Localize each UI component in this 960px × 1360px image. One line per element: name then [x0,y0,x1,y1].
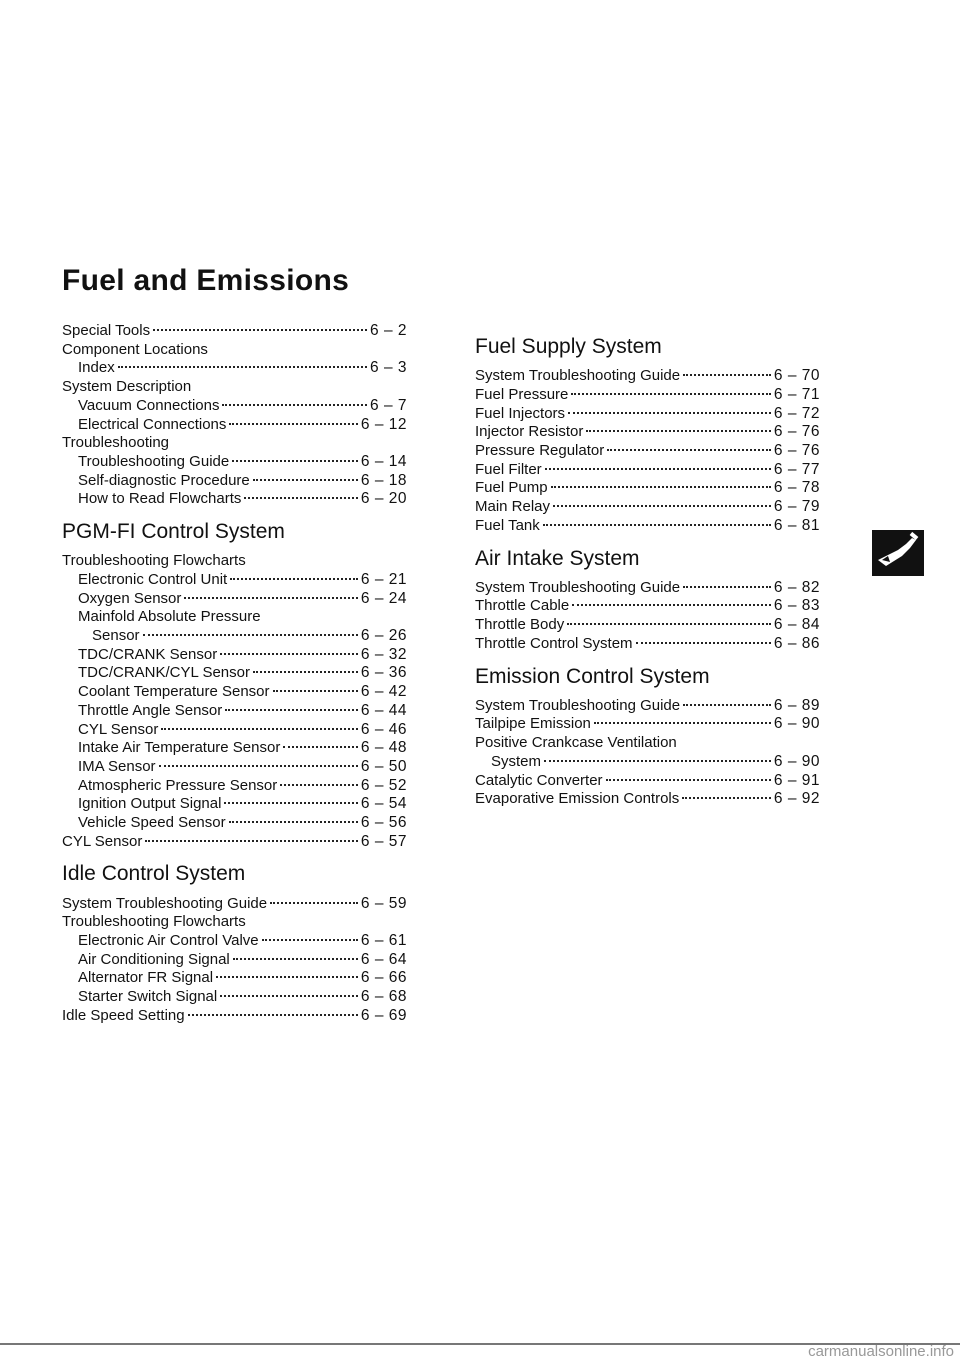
dot-leader [568,412,771,414]
toc-entry-label: System Troubleshooting Guide [475,696,681,714]
watermark-text: carmanualsonline.info [808,1343,954,1360]
toc-entry-page: 6 – 42 [360,683,407,701]
toc-entry[interactable] [62,1007,407,1026]
toc-entry-page: 6 – 61 [360,932,407,950]
toc-entry-page: 6 – 66 [360,969,407,987]
dot-leader [567,623,771,625]
toc-entry-page: 6 – 3 [370,359,407,377]
dot-leader [161,728,358,730]
toc-group-label-text: Mainfold Absolute Pressure [78,608,261,626]
toc-entry-label: System Troubleshooting Guide [475,367,681,385]
toc-entry-label: Sensor [92,627,140,645]
toc-entry-page: 6 – 50 [360,757,407,775]
toc-entry[interactable] [475,423,820,442]
dot-leader [220,995,358,997]
toc-entry-label: Electronic Control Unit [78,570,228,588]
toc-entry-label: Vacuum Connections [78,396,220,414]
toc-entry[interactable] [62,359,407,378]
dot-leader [253,479,358,481]
toc-group-label [62,913,407,932]
toc-entry[interactable] [62,664,407,683]
dot-leader [543,524,771,526]
toc-entry[interactable] [62,833,407,852]
toc-entry-page: 6 – 68 [360,988,407,1006]
toc-entry-page: 6 – 48 [360,739,407,757]
toc-entry-label: Idle Speed Setting [62,1006,185,1024]
toc-entry-page: 6 – 81 [773,516,820,534]
toc-entry-label: Throttle Control System [475,634,633,652]
toc-entry-page: 6 – 86 [773,634,820,652]
toc-entry-label: Fuel Injectors [475,404,566,422]
dot-leader [220,653,358,655]
toc-entry-page: 6 – 21 [360,570,407,588]
section-heading: Idle Control System [62,862,246,886]
toc-entry[interactable] [475,579,820,598]
toc-entry[interactable] [475,461,820,480]
toc-entry-label: Fuel Filter [475,460,542,478]
toc-entry-page: 6 – 79 [773,498,820,516]
dot-leader [232,460,358,462]
dot-leader [586,430,771,432]
toc-group-label-text: Troubleshooting [62,434,170,452]
dot-leader [572,604,771,606]
toc-entry-label: Injector Resistor [475,423,584,441]
dot-leader [262,939,358,941]
toc-entry-label: Ignition Output Signal [78,795,222,813]
toc-entry-page: 6 – 52 [360,776,407,794]
toc-entry[interactable] [62,397,407,416]
dot-leader [607,449,771,451]
toc-section [475,664,820,809]
toc-entry-label: Main Relay [475,498,551,516]
dot-leader [606,779,771,781]
toc-entry[interactable] [475,635,820,654]
toc-entry-label: Starter Switch Signal [78,988,218,1006]
toc-entry-page: 6 – 89 [773,696,820,714]
toc-entry[interactable] [62,472,407,491]
toc-entry[interactable] [62,721,407,740]
dot-leader [153,329,367,331]
toc-entry[interactable] [475,772,820,791]
toc-entry-page: 6 – 57 [360,832,407,850]
toc-group-label-text: Troubleshooting Flowcharts [62,552,246,570]
toc-entry[interactable] [62,627,407,646]
toc-entry[interactable] [62,795,407,814]
toc-entry[interactable] [62,988,407,1007]
dot-leader [216,976,358,978]
dot-leader [224,802,357,804]
toc-entry[interactable] [475,405,820,424]
toc-entry-page: 6 – 78 [773,479,820,497]
toc-entry-label: Electrical Connections [78,415,227,433]
toc-entry-label: TDC/CRANK/CYL Sensor [78,664,250,682]
section-heading: Air Intake System [475,546,640,570]
dot-leader [544,760,771,762]
dot-leader [253,671,358,673]
dot-leader [683,586,771,588]
dot-leader [636,642,771,644]
section-heading: Fuel Supply System [475,335,662,358]
dot-leader [553,505,771,507]
toc-entry[interactable] [62,416,407,435]
toc-entry[interactable] [475,597,820,616]
toc-entry-page: 6 – 12 [360,415,407,433]
toc-entry[interactable] [62,895,407,914]
toc-entry[interactable] [62,739,407,758]
dot-leader [230,578,358,580]
toc-entry-label: IMA Sensor [78,757,156,775]
dot-leader [229,423,357,425]
toc-section [475,546,820,654]
fuel-nozzle-icon [872,530,924,576]
dot-leader [244,497,357,499]
toc-entry-label: Troubleshooting Guide [78,452,230,470]
toc-entry[interactable] [475,442,820,461]
toc-group-label-text: Positive Crankcase Ventilation [475,734,677,752]
toc-entry-page: 6 – 26 [360,627,407,645]
toc-entry[interactable] [62,758,407,777]
toc-entry-page: 6 – 84 [773,616,820,634]
toc-group-label-text: System Description [62,378,192,396]
toc-entry-page: 6 – 18 [360,471,407,489]
toc-entry[interactable] [475,616,820,635]
toc-entry-page: 6 – 2 [370,322,407,339]
toc-entry[interactable] [62,951,407,970]
toc-group-label [62,378,407,397]
toc-entry[interactable] [62,453,407,472]
toc-entry-label: How to Read Flowcharts [78,490,242,508]
toc-entry-label: Electronic Air Control Valve [78,932,259,950]
toc-entry[interactable] [62,490,407,509]
dot-leader [145,840,358,842]
toc-entry-page: 6 – 64 [360,950,407,968]
page-title: Fuel and Emissions [62,264,350,297]
toc-entry-page: 6 – 92 [773,790,820,808]
toc-entry-label: Fuel Pressure [475,385,569,403]
toc-group-label-text: Component Locations [62,340,208,358]
right-toc-column [475,334,820,819]
section-edge-tab [872,530,924,576]
toc-entry-page: 6 – 90 [773,715,820,733]
toc-entry-page: 6 – 90 [773,752,820,770]
toc-entry[interactable] [475,697,820,716]
toc-entry[interactable] [475,715,820,734]
toc-entry-page: 6 – 70 [773,367,820,385]
toc-entry-page: 6 – 76 [773,423,820,441]
toc-entry[interactable] [62,702,407,721]
toc-entry-label: CYL Sensor [62,832,143,850]
toc-group-label [475,734,820,753]
toc-entry-page: 6 – 71 [773,385,820,403]
toc-section [62,519,407,851]
toc-entry-page: 6 – 69 [360,1006,407,1024]
toc-entry-label: Tailpipe Emission [475,715,591,733]
left-toc-column [62,322,407,1036]
toc-entry[interactable] [475,386,820,405]
toc-section [62,322,407,509]
toc-entry[interactable] [62,777,407,796]
toc-entry[interactable] [475,498,820,517]
dot-leader [683,374,771,376]
toc-entry[interactable] [475,479,820,498]
toc-entry[interactable] [62,969,407,988]
toc-entry[interactable] [62,571,407,590]
toc-entry-label: TDC/CRANK Sensor [78,645,218,663]
dot-leader [222,404,367,406]
toc-entry-page: 6 – 24 [360,589,407,607]
toc-group-label [62,552,407,571]
toc-entry-label: Fuel Tank [475,516,540,534]
dot-leader [273,690,358,692]
toc-entry[interactable] [475,790,820,809]
toc-entry-page: 6 – 56 [360,814,407,832]
toc-entry-label: Fuel Pump [475,479,548,497]
toc-entry-page: 6 – 46 [360,720,407,738]
toc-entry[interactable] [475,367,820,386]
dot-leader [682,797,771,799]
dot-leader [551,486,771,488]
toc-entry-page: 6 – 76 [773,442,820,459]
dot-leader [683,704,771,706]
toc-entry-label: Evaporative Emission Controls [475,790,680,808]
toc-entry-label: Alternator FR Signal [78,969,214,987]
toc-entry[interactable] [62,322,407,341]
dot-leader [143,634,358,636]
dot-leader [545,468,771,470]
toc-entry-label: System [491,752,542,770]
dot-leader [594,722,771,724]
toc-entry-page: 6 – 83 [773,597,820,615]
toc-entry-label: Coolant Temperature Sensor [78,683,270,701]
dot-leader [184,597,358,599]
dot-leader [188,1014,358,1016]
toc-entry[interactable] [475,753,820,772]
toc-entry-page: 6 – 20 [360,490,407,508]
toc-entry-label: Oxygen Sensor [78,589,182,607]
toc-entry-label: Self-diagnostic Procedure [78,471,250,489]
toc-entry-page: 6 – 36 [360,664,407,682]
toc-entry-page: 6 – 82 [773,578,820,596]
dot-leader [118,366,367,368]
dot-leader [571,393,771,395]
toc-entry-label: Intake Air Temperature Sensor [78,739,281,757]
toc-entry-label: Catalytic Converter [475,771,603,789]
dot-leader [225,709,358,711]
section-heading: PGM-FI Control System [62,520,285,544]
toc-entry-label: Throttle Angle Sensor [78,701,223,719]
dot-leader [283,746,358,748]
toc-entry[interactable] [62,590,407,609]
toc-group-label [62,434,407,453]
toc-entry-page: 6 – 77 [773,460,820,478]
toc-entry-page: 6 – 14 [360,452,407,470]
toc-entry-page: 6 – 59 [360,894,407,912]
toc-entry-label: Special Tools [62,322,151,339]
toc-entry[interactable] [62,814,407,833]
dot-leader [280,784,358,786]
toc-entry-page: 6 – 54 [360,795,407,813]
toc-entry-label: Atmospheric Pressure Sensor [78,776,278,794]
toc-entry-page: 6 – 44 [360,701,407,719]
toc-entry-page: 6 – 7 [370,396,407,414]
dot-leader [233,958,358,960]
toc-section [62,861,407,1025]
toc-entry[interactable] [475,517,820,536]
toc-entry-page: 6 – 72 [773,404,820,422]
toc-entry-page: 6 – 32 [360,645,407,663]
toc-entry-label: Throttle Body [475,616,565,634]
toc-entry-label: Vehicle Speed Sensor [78,814,226,832]
toc-entry[interactable] [62,932,407,951]
toc-entry[interactable] [62,646,407,665]
toc-entry-label: System Troubleshooting Guide [62,894,268,912]
toc-entry-label: Throttle Cable [475,597,570,615]
toc-entry-label: Air Conditioning Signal [78,950,230,968]
toc-group-label [62,341,407,360]
toc-entry-label: System Troubleshooting Guide [475,578,681,596]
toc-entry-label: Pressure Regulator [475,442,605,459]
dot-leader [270,902,358,904]
section-heading: Emission Control System [475,664,710,688]
toc-entry-label: Index [78,359,115,377]
toc-entry[interactable] [62,683,407,702]
toc-group-label [62,608,407,627]
dot-leader [229,821,358,823]
toc-entry-label: CYL Sensor [78,720,159,738]
toc-group-label-text: Troubleshooting Flowcharts [62,913,246,931]
toc-entry-page: 6 – 91 [773,771,820,789]
toc-section [475,334,820,536]
dot-leader [159,765,358,767]
